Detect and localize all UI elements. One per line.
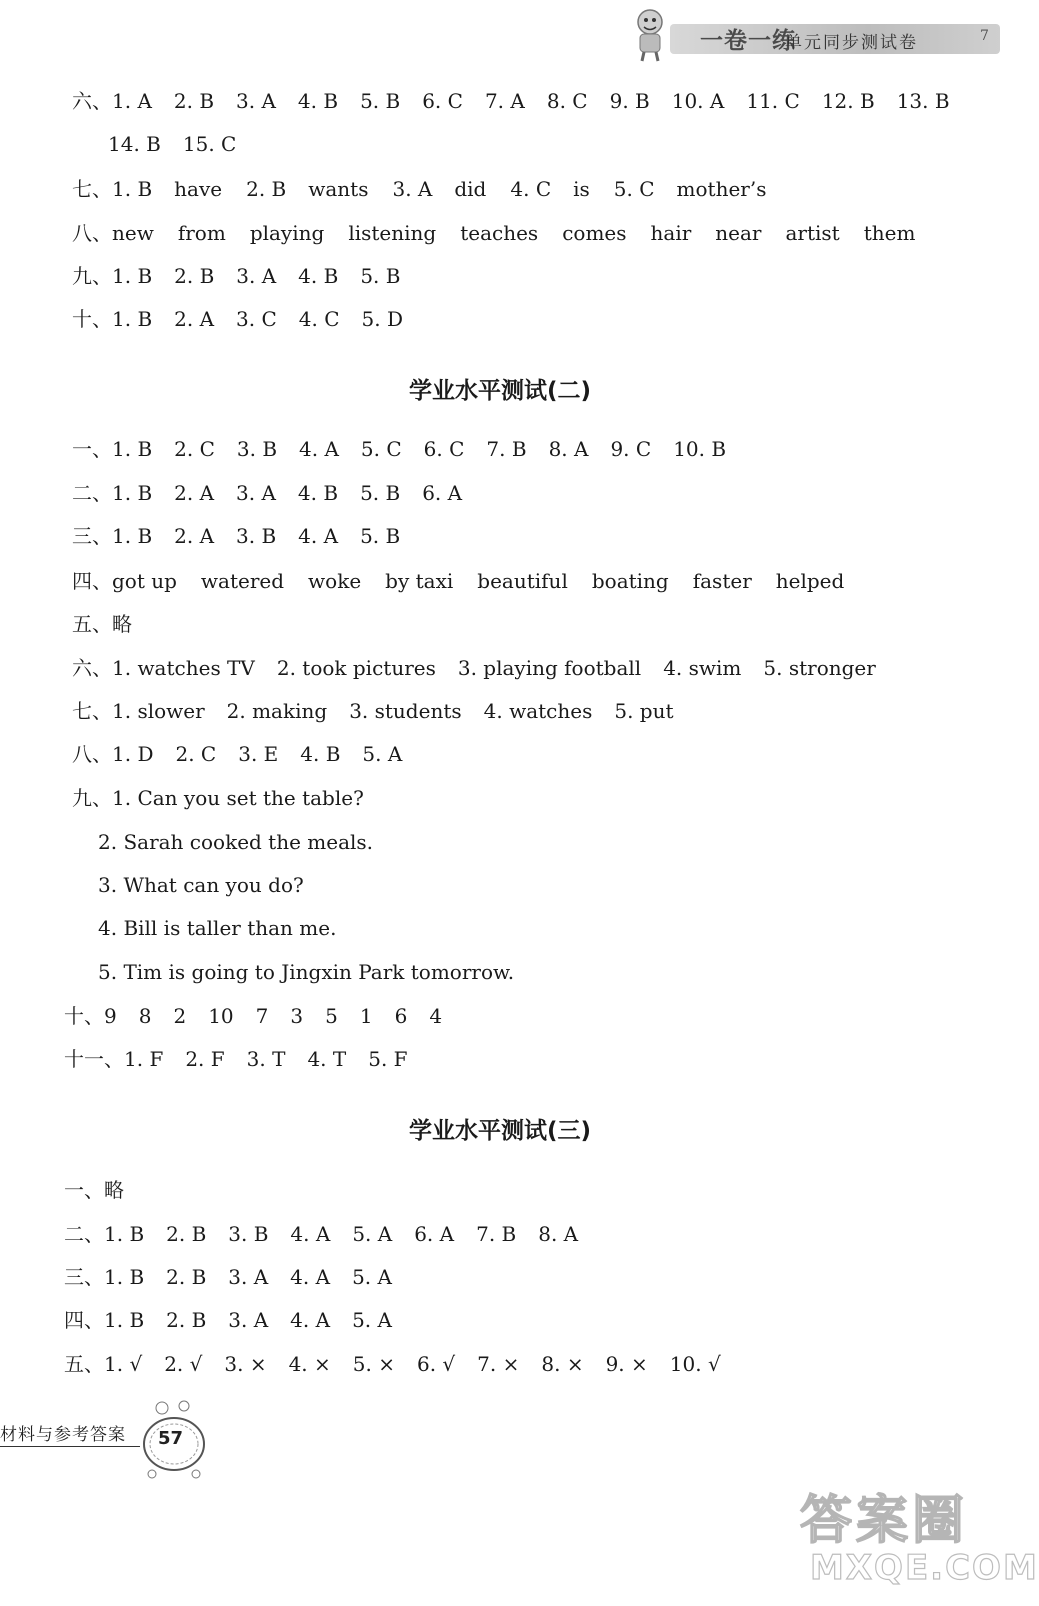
page-number: 57 [158,1428,184,1449]
test2-line-8: 八、1. D 2. C 3. E 4. B 5. A [72,742,403,766]
test2-line-9-3: 3. What can you do? [98,873,304,897]
test3-line-3: 三、1. B 2. B 3. A 4. A 5. A [64,1265,392,1289]
header-brand: 一卷一练 [700,28,796,54]
footer-caption: 材料与参考答案 [0,1425,126,1445]
header-corner: 7 [980,28,989,44]
test2-line-9-2: 2. Sarah cooked the meals. [98,830,374,854]
answer-line-9: 九、1. B 2. B 3. A 4. B 5. B [72,264,401,288]
answer-line-10: 十、1. B 2. A 3. C 4. C 5. D [72,307,404,331]
header-badge [630,6,1000,62]
test2-line-9: 九、1. Can you set the table? [72,786,364,810]
mascot-icon [630,6,670,62]
test2-line-1: 一、1. B 2. C 3. B 4. A 5. C 6. C 7. B 8. A 9. C 10. B [72,437,727,461]
watermark [800,1478,1039,1598]
answer-line-6-cont: 14. B 15. C [108,132,237,156]
test2-line-2: 二、1. B 2. A 3. A 4. B 5. B 6. A [72,481,463,505]
header-series: 单元同步测试卷 [785,33,918,53]
test3-line-5: 五、1. √ 2. √ 3. × 4. × 5. × 6. √ 7. × 8. × 9. × 10. √ [64,1352,721,1376]
test3-line-1: 一、略 [64,1178,124,1202]
test2-line-11: 十一、1. F 2. F 3. T 4. T 5. F [64,1047,408,1071]
test3-line-4: 四、1. B 2. B 3. A 4. A 5. A [64,1308,392,1332]
watermark-logo: 答案圈 [800,1491,969,1551]
test2-line-6: 六、1. watches TV 2. took pictures 3. playing football 4. swim 5. stronger [72,656,876,680]
test3-line-2: 二、1. B 2. B 3. B 4. A 5. A 6. A 7. B 8. A [64,1222,579,1246]
test2-line-7: 七、1. slower 2. making 3. students 4. watches 5. put [72,699,674,723]
answer-line-6: 六、1. A 2. B 3. A 4. B 5. B 6. C 7. A 8. C 9. B 10. A 11. C 12. B 13. B [72,89,950,113]
test2-line-5: 五、略 [72,612,132,636]
page-footer [0,1398,230,1488]
test2-line-9-4: 4. Bill is taller than me. [98,916,337,940]
section-title-test3: 学业水平测试(三) [408,1118,592,1144]
section-title-test2: 学业水平测试(二) [408,378,592,404]
test2-line-3: 三、1. B 2. A 3. B 4. A 5. B [72,524,401,548]
watermark-url: MXQE.COM [810,1548,1039,1588]
test2-line-9-5: 5. Tim is going to Jingxin Park tomorrow. [98,960,515,984]
footer-rule [0,1446,140,1447]
test2-line-10: 十、9 8 2 10 7 3 5 1 6 4 [64,1004,443,1028]
test2-line-4: 四、got up watered woke by taxi beautiful boating faster helped [72,569,845,593]
answer-line-7: 七、1. B have 2. B wants 3. A did 4. C is 5. C mother’s [72,177,767,201]
answer-line-8: 八、new from playing listening teaches comes hair near artist them [72,221,916,245]
